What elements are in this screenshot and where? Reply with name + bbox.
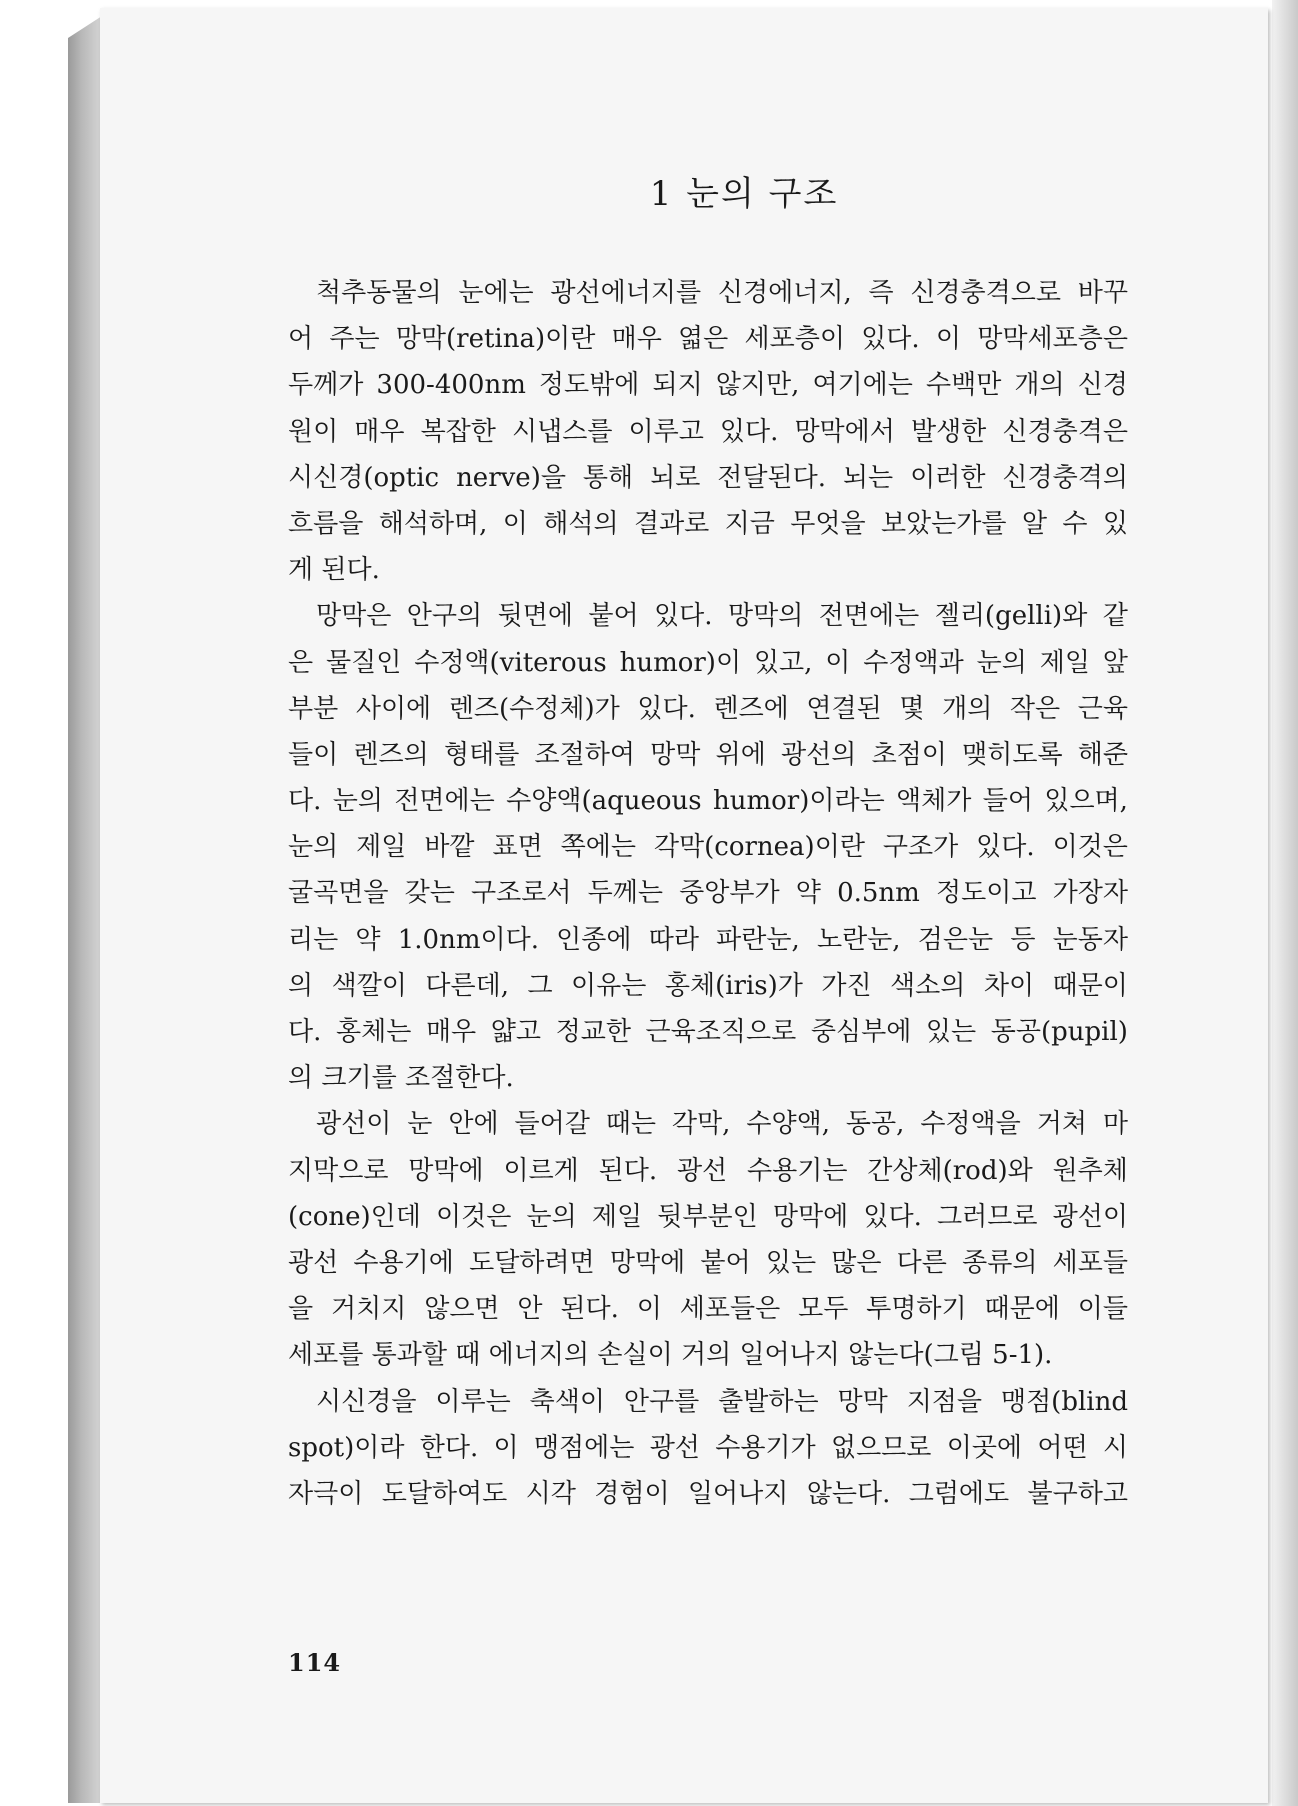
word: 신경에너지, [717,278,852,308]
word: 세포층이 [744,324,845,355]
word: 된다. [560,1294,619,1325]
word: 있다. [861,324,920,355]
word: 따라 [648,924,699,955]
word: 있다. [719,416,779,447]
word: 모두 [798,1294,849,1325]
word: 안구의 [406,601,483,632]
text-line [288,778,1128,824]
word: 등 [1010,924,1036,955]
word: 파란눈, [716,924,800,955]
word: 있다. [637,693,696,724]
word: 중심부에 [810,1017,912,1047]
word: 바깥 [424,832,475,863]
text-line [288,593,1128,639]
line-text: 게 된다. [288,555,380,586]
word: nerve)을 [456,462,566,493]
word: 엷은 [678,324,729,355]
word: 있으며, [1044,786,1128,817]
word: 초점이 [871,739,947,770]
text-line [288,1332,1128,1378]
word: 연결된 [806,693,882,724]
word: 해준 [1077,739,1128,770]
text-line [288,732,1128,778]
word: 있다. [863,1201,922,1232]
word: 시 [1102,1432,1128,1463]
word: 출발하는 [718,1386,819,1417]
text-line [288,501,1128,547]
word: 은 [288,647,314,678]
word: 수정액과 [863,647,964,678]
word: 표면 [492,832,543,863]
word: 무엇을 [790,508,866,539]
word: 지금 [724,508,775,539]
word: 이루고 [628,416,704,447]
word: 망막 [837,1386,888,1417]
word: 이 [636,1294,662,1325]
word: 위에 [715,739,766,770]
word: 제일 [1039,647,1090,678]
word: 인종에 [556,924,632,955]
word: 다. [288,1017,322,1047]
word: 눈의 [976,647,1027,678]
word: 이루는 [435,1386,511,1417]
word: 지점을 [906,1386,983,1417]
text-line [288,1286,1128,1332]
word: 광선이 [316,1109,392,1140]
word: 망막(retina)이란 [395,324,596,355]
word: 거쳐 [1036,1109,1087,1140]
word: 도달하려면 [469,1247,595,1278]
text-line [288,963,1128,1009]
word: 부분 [288,693,339,724]
word: 여기에는 [812,370,913,401]
word: 때문이 [1052,970,1128,1001]
word: 가진 [821,970,872,1001]
word: 주는 [329,324,380,355]
line-text: 의 크기를 조절한다. [288,1063,514,1094]
word: 이르게 [503,1155,579,1186]
text-line [288,640,1128,686]
text-line [288,1194,1128,1240]
word: 전달된다. [717,462,826,493]
word: 수정액을 [920,1109,1021,1140]
word: 눈에는 [458,278,534,308]
word: 지막으로 [288,1155,389,1186]
word: 정도이고 [935,878,1037,909]
word: 신경충격으로 [910,278,1062,308]
word: 전면에는 [394,786,495,817]
word: 다른데, [425,970,510,1001]
word: 두께가 [288,370,364,401]
word: 제일 [591,1201,643,1232]
word: 세포들 [1052,1247,1128,1278]
text-line [288,270,1128,316]
word: 망막에 [408,1155,484,1186]
word: 광선 [676,1155,728,1186]
word: 망막세포층은 [977,324,1128,355]
text-line [288,917,1128,963]
word: 원이 [288,416,339,447]
word: 알 [1021,508,1047,539]
word: 망막 [650,739,701,770]
word: 쪽에는 [560,832,636,863]
word: 흐름을 [288,508,364,539]
word: 매우 [354,416,405,447]
word: 정교한 [555,1017,631,1047]
word: 수용기가 [715,1432,816,1463]
line-text: 세포를 통과할 때 에너지의 손실이 거의 일어나지 않는다(그림 5-1). [288,1340,1053,1371]
word: 즉 [868,278,894,308]
word: 거치지 [330,1294,407,1325]
word: 있고, [753,647,813,678]
word: 망막은 [316,601,392,632]
word: 뒷면에 [497,601,573,632]
word: 도달하여도 [381,1478,508,1509]
word: 근육 [1077,693,1128,724]
word: 정도밖에 [538,370,640,401]
word: 전면에는 [818,601,920,632]
word: 붙어 [700,1247,751,1278]
word: 경험이 [594,1478,670,1509]
text-line [288,1101,1128,1147]
word: 다. [288,786,322,817]
word: 검은눈 [917,924,994,955]
word: 이유는 [571,970,647,1001]
word: 광선 [288,1247,339,1278]
word: 자극이 [288,1478,364,1509]
word: 신경충격의 [1002,462,1128,493]
word: 이 [825,647,851,678]
text-line [288,870,1128,916]
word: 맹점(blind [1000,1386,1128,1417]
word: 개의 [942,693,993,724]
word: 시냅스를 [511,416,613,447]
text-line [288,824,1128,870]
word: 투명하기 [866,1294,967,1325]
text-line [288,455,1128,501]
word: 약 [355,924,381,955]
word: 300-400nm [376,370,526,401]
text-line [288,1055,1128,1101]
word: 약 [795,878,821,909]
word: 각막, [671,1109,731,1140]
word: 해석하며, [378,508,488,539]
word: 마 [1102,1109,1128,1140]
word: 수양액, [746,1109,830,1140]
word: 광선의 [781,739,857,770]
word: 이것은 [1052,832,1128,863]
word: 광선에너지를 [550,278,702,308]
word: 이 [502,508,528,539]
word: 신경 [1077,370,1128,401]
word: 두께는 [587,878,663,909]
word: 붙어 [588,601,639,632]
word: 시각 [525,1478,576,1509]
word: 중앙부가 [679,878,780,909]
word: 없으므로 [830,1432,932,1463]
word: 동공, [845,1109,905,1140]
word: 망막에 [772,1201,849,1232]
word: humor)이라는 [712,786,885,817]
word: 많은 [831,1247,882,1278]
word: 이러한 [910,462,986,493]
word: 근육조직으로 [645,1017,797,1047]
word: 얇고 [490,1017,541,1047]
word: 물질인 [325,647,402,678]
word: humor)이 [619,647,742,678]
word: 눈동자 [1052,924,1128,955]
word: 종류의 [962,1247,1038,1278]
word: 일어나지 [687,1478,789,1509]
word: 있는 [765,1247,817,1278]
word: 갖는 [404,878,455,909]
word: 축색이 [529,1386,605,1417]
word: 한다. [419,1432,479,1463]
word: spot)이라 [288,1432,405,1463]
page-number: 114 [288,1648,342,1677]
word: 구조로서 [471,878,572,909]
word: 색소의 [890,970,966,1001]
word: 수양액(aqueous [506,786,702,817]
word: 사이에 [355,693,432,724]
word: 망막에 [609,1247,686,1278]
word: 척추동물의 [316,278,442,308]
word: 을 [288,1294,314,1325]
word: 광선 [649,1432,700,1463]
word: 있다. [976,832,1035,863]
text-line [288,1148,1128,1194]
text-line [288,1425,1128,1471]
word: 원추체 [1052,1155,1128,1186]
word: 수 [1062,508,1088,539]
word: 눈의 [526,1201,577,1232]
word: 어떤 [1037,1432,1088,1463]
word: 된다. [598,1155,658,1186]
word: 수용기는 [746,1155,848,1186]
word: 들어 [982,786,1033,817]
word: 각막(cornea)이란 [653,832,865,863]
text-line [288,1379,1128,1425]
word: 뇌는 [842,462,894,493]
word: 않으면 [424,1294,500,1325]
word: 홍체(iris)가 [664,970,803,1001]
text-line [288,1471,1128,1517]
word: 보았는가를 [880,508,1007,539]
word: 그 [527,970,553,1001]
word: 그럼에도 [908,1478,1010,1509]
word: 어 [288,324,314,355]
word: 수백만 [925,370,1002,401]
word: 몇 [899,693,925,724]
word: 그러므로 [937,1201,1038,1232]
word: 홍체는 [335,1017,412,1047]
word: 안에 [448,1109,499,1140]
word: 맺히도록 [962,739,1063,770]
word: 결과로 [633,508,710,539]
word: 안구를 [623,1386,700,1417]
word: 않지만, [715,370,800,401]
word: 노란눈, [816,924,901,955]
word: 통해 [582,462,634,493]
word: 액체가 [896,786,972,817]
word: 굴곡면을 [288,878,389,909]
word: 신경충격은 [1002,416,1128,447]
text-line [288,686,1128,732]
word: 매우 [425,1017,477,1047]
word: 때는 [605,1109,656,1140]
word: 이들 [1077,1294,1128,1325]
word: 동공(pupil) [990,1017,1128,1047]
word: 광선이 [1052,1201,1128,1232]
text-line [288,1240,1128,1286]
book-page [100,8,1268,1803]
word: 작은 [1009,693,1061,724]
word: 구조가 [882,832,959,863]
right-edge-shadow [1272,0,1298,1806]
chapter-title: 1 눈의 구조 [649,174,839,214]
word: 되지 [652,370,703,401]
word: 복잡한 [420,416,496,447]
word: 있다. [654,601,713,632]
word: 들이 [288,739,339,770]
word: 이곳에 [946,1432,1023,1463]
word: 발생한 [910,416,987,447]
word: 바꾸 [1077,278,1128,308]
word: 간상체(rod)와 [867,1155,1033,1186]
word: 렌즈(수정체)가 [448,693,620,724]
text-line [288,409,1128,455]
word: 뇌로 [650,462,701,493]
word: 때문에 [984,1294,1060,1325]
word: 렌즈의 [353,739,429,770]
word: 눈의 [288,832,339,863]
word: 세포들은 [679,1294,781,1325]
word: 0.5nm [837,878,920,909]
word: 해석의 [543,508,619,539]
word: 망막의 [728,601,804,632]
word: 차이 [983,970,1035,1001]
body-text [288,270,1128,1517]
word: 있는 [925,1017,977,1047]
word: 가장자 [1052,878,1128,909]
text-line [288,547,1128,593]
word: 않는다. [806,1478,891,1509]
word: 이 [493,1432,519,1463]
word: 맹점에는 [533,1432,635,1463]
word: 개의 [1014,370,1065,401]
book-spine [68,16,102,1803]
word: 수정액(viterous [414,647,607,678]
text-line [288,362,1128,408]
word: 같 [1102,601,1128,632]
word: 다른 [896,1247,947,1278]
word: 이것은 [436,1201,512,1232]
word: 있 [1102,508,1128,539]
word: 1.0nm이다. [397,924,539,955]
word: 눈의 [332,786,383,817]
word: 매우 [611,324,662,355]
word: 형태를 [443,739,520,770]
word: 이 [935,324,962,355]
word: 불구하고 [1027,1478,1128,1509]
word: 앞 [1102,647,1128,678]
word: 수용기에 [353,1247,454,1278]
word: 시신경을 [316,1386,417,1417]
word: 렌즈에 [713,693,789,724]
word: 의 [288,970,314,1001]
word: 젤리(gelli)와 [934,601,1088,632]
word: 제일 [356,832,407,863]
word: 조절하여 [534,739,635,770]
word: (cone)인데 [288,1201,421,1232]
word: 시신경(optic [288,462,440,493]
word: 눈 [407,1109,433,1140]
word: 안 [517,1294,543,1325]
text-line [288,316,1128,362]
word: 뒷부분인 [657,1201,758,1232]
word: 들어갈 [514,1109,590,1140]
text-line [288,1009,1128,1055]
word: 리는 [288,924,339,955]
book [68,8,1268,1803]
word: 망막에서 [794,416,895,447]
word: 색깔이 [331,970,407,1001]
